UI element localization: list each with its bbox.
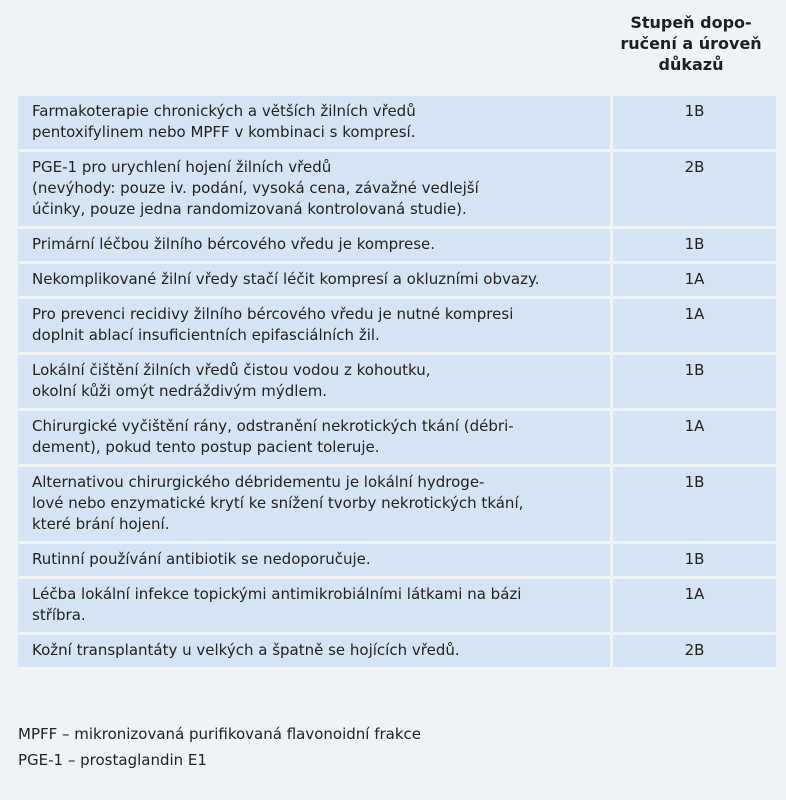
- footnote-mpff: MPFF – mikronizovaná purifikovaná flavonoidní frakce: [18, 725, 422, 743]
- grade-cell: 2B: [613, 635, 776, 667]
- recommendation-cell: [18, 96, 610, 149]
- recommendation-cell: [18, 152, 610, 226]
- table-row: [18, 467, 776, 541]
- table-row: [18, 355, 776, 408]
- recommendation-text-line: Alternativou chirurgického débridementu je lokální hydroge-: [32, 473, 485, 491]
- grade-cell: 1B: [613, 467, 776, 541]
- recommendation-text-line: Nekomplikované žilní vředy stačí léčit kompresí a okluzními obvazy.: [32, 270, 540, 288]
- recommendation-cell: [18, 355, 610, 408]
- recommendation-text-line: účinky, pouze jedna randomizovaná kontrolovaná studie).: [32, 200, 467, 218]
- grade-cell: 1A: [613, 299, 776, 352]
- footnote-pge1: PGE-1 – prostaglandin E1: [18, 751, 207, 769]
- grade-cell: 1A: [613, 579, 776, 632]
- recommendation-text-line: Chirurgické vyčištění rány, odstranění nekrotických tkání (débri-: [32, 417, 514, 435]
- recommendation-cell: [18, 544, 610, 576]
- grade-cell: 1A: [613, 264, 776, 296]
- recommendation-text-line: okolní kůži omýt nedráždivým mýdlem.: [32, 382, 328, 400]
- recommendation-cell: [18, 229, 610, 261]
- recommendation-text-line: Kožní transplantáty u velkých a špatně se hojících vředů.: [32, 641, 460, 659]
- grade-cell: 1B: [613, 229, 776, 261]
- recommendation-text-line: (nevýhody: pouze iv. podání, vysoká cena, závažné vedlejší: [32, 179, 479, 197]
- recommendation-cell: [18, 299, 610, 352]
- grade-cell: 1B: [613, 544, 776, 576]
- grade-cell: 1B: [613, 96, 776, 149]
- table-row: [18, 411, 776, 464]
- recommendation-text-line: které brání hojení.: [32, 515, 170, 533]
- recommendation-text-line: Pro prevenci recidivy žilního bércového vředu je nutné kompresi: [32, 305, 514, 323]
- recommendations-table: [18, 96, 776, 670]
- header-line: důkazů: [658, 55, 724, 74]
- recommendation-text-line: Rutinní používání antibiotik se nedoporučuje.: [32, 550, 371, 568]
- table-row: [18, 544, 776, 576]
- recommendation-text-line: Lokální čištění žilních vředů čistou vodou z kohoutku,: [32, 361, 431, 379]
- grade-cell: 2B: [613, 152, 776, 226]
- recommendation-text-line: lové nebo enzymatické krytí ke snížení tvorby nekrotických tkání,: [32, 494, 524, 512]
- table-row: [18, 635, 776, 667]
- recommendation-text-line: dement), pokud tento postup pacient toleruje.: [32, 438, 380, 456]
- column-header-grade: [606, 12, 776, 75]
- table-row: [18, 579, 776, 632]
- header-line: ručení a úroveň: [620, 34, 762, 53]
- grade-cell: 1B: [613, 355, 776, 408]
- recommendation-text-line: Farmakoterapie chronických a větších žilních vředů: [32, 102, 416, 120]
- recommendation-cell: [18, 635, 610, 667]
- table-row: [18, 96, 776, 149]
- recommendation-text-line: stříbra.: [32, 606, 86, 624]
- recommendation-cell: [18, 579, 610, 632]
- table-row: [18, 229, 776, 261]
- recommendation-cell: [18, 411, 610, 464]
- recommendation-text-line: doplnit ablací insuficientních epifasciálních žil.: [32, 326, 380, 344]
- recommendation-text-line: PGE-1 pro urychlení hojení žilních vředů: [32, 158, 332, 176]
- table-row: [18, 152, 776, 226]
- footnotes: [18, 721, 421, 773]
- grade-cell: 1A: [613, 411, 776, 464]
- recommendation-cell: [18, 264, 610, 296]
- table-row: [18, 299, 776, 352]
- recommendation-text-line: Primární léčbou žilního bércového vředu je komprese.: [32, 235, 436, 253]
- table-row: [18, 264, 776, 296]
- recommendation-cell: [18, 467, 610, 541]
- recommendation-text-line: pentoxifylinem nebo MPFF v kombinaci s kompresí.: [32, 123, 416, 141]
- header-line: Stupeň dopo-: [630, 13, 752, 32]
- recommendation-text-line: Léčba lokální infekce topickými antimikrobiálními látkami na bázi: [32, 585, 522, 603]
